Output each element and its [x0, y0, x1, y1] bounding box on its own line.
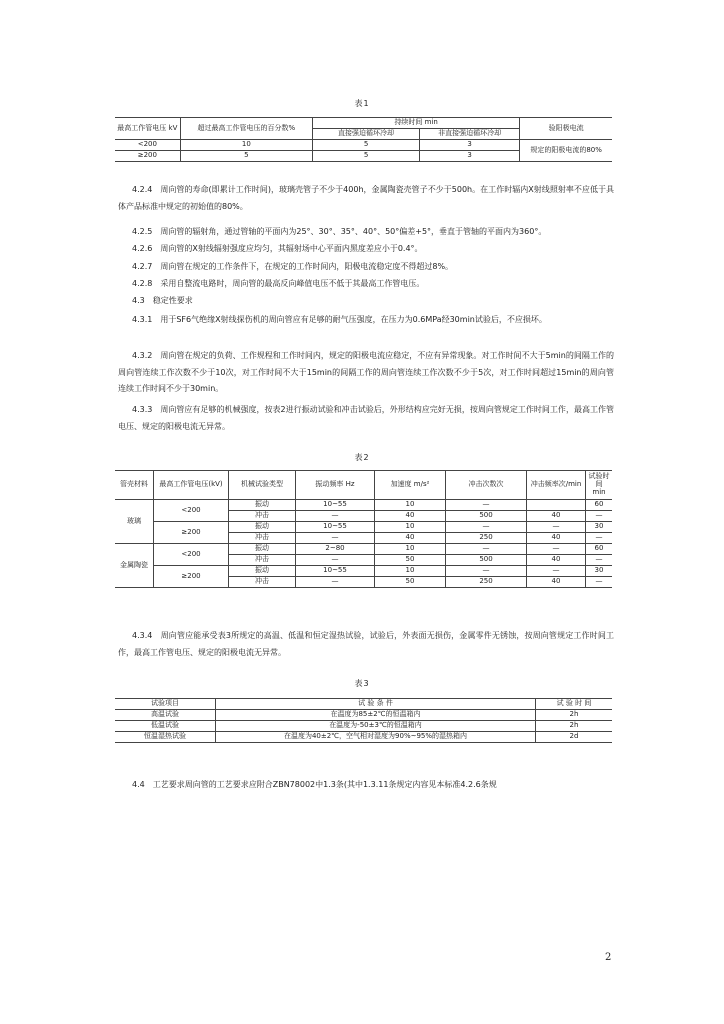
table2-cell: 10~55 [296, 500, 375, 511]
table3-caption: 表3 [354, 679, 370, 688]
table1-header-duration: 持续时间 min [313, 118, 520, 129]
table2-cell: 10~55 [296, 522, 375, 533]
table2-cell: 40 [375, 511, 446, 522]
table3-cell: 在温度为85±2℃的恒温箱内 [216, 710, 536, 721]
table2-header: 冲击频率次/min [527, 471, 586, 500]
table2-header: 最高工作管电压(kV) [154, 471, 229, 500]
table2-header: 加速度 m/s² [375, 471, 446, 500]
table3-cell: 恒温湿热试验 [115, 732, 216, 743]
table1-header-direct: 直接强迫循环冷却 [313, 129, 420, 140]
table2-cell: 振动 [229, 522, 296, 533]
table1-header-anode: 验阳极电流 [520, 118, 612, 140]
table2-cell: 60 [586, 544, 613, 555]
table2-row [115, 544, 612, 555]
table3-cell: 低温试验 [115, 721, 216, 732]
table1-cell: 规定的阳极电流的80% [520, 140, 612, 162]
table2-cell: 250 [446, 577, 527, 588]
table2-cell: — [527, 544, 586, 555]
table2-cell: 40 [527, 533, 586, 544]
table2-cell: 60 [586, 500, 613, 511]
table2-cell: 振动 [229, 544, 296, 555]
table1-cell: 3 [420, 151, 520, 162]
table2-cell: 50 [375, 555, 446, 566]
table2-cell: 冲击 [229, 555, 296, 566]
table2-cell: 振动 [229, 500, 296, 511]
table1-header-voltage: 最高工作管电压 kV [115, 118, 180, 140]
table2-cell: 振动 [229, 566, 296, 577]
table2-caption: 表2 [354, 453, 370, 462]
table3-cell: 高温试验 [115, 710, 216, 721]
paragraph-4-2-6: 4.2.6 周向管的X射线辐射强度应均匀，其辐射场中心平面内黑度差应小于0.4°。 [132, 244, 423, 253]
table2-cell: 500 [446, 511, 527, 522]
table2-cell: 40 [375, 533, 446, 544]
table1-cell: 5 [313, 140, 420, 151]
paragraph-4-4: 4.4 工艺要求周向管的工艺要求应附合ZBN78002中1.3条(其中1.3.11条规定内容见本标准4.2.6条规 [132, 780, 497, 789]
table2-cell: — [446, 566, 527, 577]
paragraph-4-2-7: 4.2.7 周向管在规定的工作条件下，在规定的工作时间内，阳极电流稳定度不得超过8%。 [132, 262, 454, 271]
table2-cell: — [586, 533, 613, 544]
table2-cell: 30 [586, 522, 613, 533]
table2-header: 管壳材料 [115, 471, 154, 500]
paragraph-4-2-5: 4.2.5 周向管的辐射角，通过管轴的平面内为25°、30°、35°、40°、50°偏差+5°，垂直于管轴的平面内为360°。 [132, 227, 547, 236]
table2-cell: 2~80 [296, 544, 375, 555]
table2-voltage-cell: <200 [154, 500, 229, 522]
paragraph-4-3-3: 4.3.3 周向管应有足够的机械强度，按表2进行振动试验和冲击试验后，外形结构应完好无损，按周向管规定工作时间工作，最高工作管电压、规定的阳极电流无异常。 [118, 405, 614, 431]
table2-cell: — [296, 577, 375, 588]
table2-cell: — [586, 577, 613, 588]
table1-caption: 表1 [354, 99, 370, 108]
table2 [115, 470, 612, 588]
table3-cell: 在温度为40±2℃，空气相对湿度为90%~95%的湿热箱内 [216, 732, 536, 743]
paragraph-4-2-8: 4.2.8 采用自整流电路时，周向管的最高反向峰值电压不低于其最高工作管电压。 [132, 279, 425, 288]
table2-material-cell: 金属陶瓷 [115, 544, 154, 588]
table3-header: 试验项目 [115, 699, 216, 710]
table3-cell: 在温度为-50±3℃的恒温箱内 [216, 721, 536, 732]
table3-cell: 2h [536, 721, 613, 732]
table2-row [115, 566, 612, 577]
table2-cell: — [296, 533, 375, 544]
table2-cell: — [586, 555, 613, 566]
table2-cell: — [296, 555, 375, 566]
table2-cell: 50 [375, 577, 446, 588]
table2-cell: 40 [527, 577, 586, 588]
table1-header-indirect: 非直接强迫循环冷却 [420, 129, 520, 140]
table2-material-cell: 玻璃 [115, 500, 154, 544]
table1 [115, 117, 612, 162]
table2-header: 振动频率 Hz [296, 471, 375, 500]
table1-cell: 10 [180, 140, 312, 151]
table2-cell: 10~55 [296, 566, 375, 577]
table3-cell: 2d [536, 732, 613, 743]
table2-cell: 250 [446, 533, 527, 544]
table2-cell: — [446, 522, 527, 533]
table2-row [115, 522, 612, 533]
table3 [115, 698, 612, 743]
table1-cell: 3 [420, 140, 520, 151]
table2-voltage-cell: ≥200 [154, 566, 229, 588]
table2-cell: — [586, 511, 613, 522]
paragraph-4-3-1: 4.3.1 用于SF6气绝缘X射线探伤机的周向管应有足够的耐气压强度，在压力为0.6MPa经30min试验后，不应损坏。 [132, 315, 547, 324]
table2-cell: 10 [375, 500, 446, 511]
table2-cell: — [446, 500, 527, 511]
table1-cell: 5 [313, 151, 420, 162]
table1-header-percent: 超过最高工作管电压的百分数% [180, 118, 312, 140]
table2-cell: 10 [375, 522, 446, 533]
table2-cell: 10 [375, 544, 446, 555]
table2-cell: — [527, 566, 586, 577]
table2-cell: 10 [375, 566, 446, 577]
paragraph-4-3-2: 4.3.2 周向管在规定的负荷、工作规程和工作时间内，规定的阳极电流应稳定，不应有异常现象。对工作时间不大于5min的间隔工作的周向管连续工作次数不少于10次，对工作时间不大于15min的间隔工作的周向管连续工作次数不少于5次，对工作时间超过15min的周向管连续工作时间不少于30min。 [118, 351, 614, 393]
table2-cell: 40 [527, 511, 586, 522]
table2-cell: — [296, 511, 375, 522]
paragraph-4-2-4: 4.2.4 周向管的寿命(即累计工作时间)，玻璃壳管子不少于400h，金属陶瓷壳管子不少于500h。在工作时辐内X射线照射率不应低于具体产品标准中规定的初始值的80%。 [118, 185, 614, 211]
table2-voltage-cell: <200 [154, 544, 229, 566]
table2-cell: 500 [446, 555, 527, 566]
table2-header: 机械试验类型 [229, 471, 296, 500]
table2-cell: — [527, 522, 586, 533]
page-number: 2 [605, 952, 612, 963]
table2-header: 试验时间 min [586, 471, 613, 500]
table2-cell: — [446, 544, 527, 555]
table1-cell: <200 [115, 140, 180, 151]
table1-cell: 5 [180, 151, 312, 162]
table2-row [115, 500, 612, 511]
table1-cell: ≥200 [115, 151, 180, 162]
table3-header: 试 验 时 间 [536, 699, 613, 710]
table3-cell: 2h [536, 710, 613, 721]
table2-cell: 40 [527, 555, 586, 566]
table2-cell: 冲击 [229, 577, 296, 588]
table3-header: 试 验 条 件 [216, 699, 536, 710]
table2-cell: 30 [586, 566, 613, 577]
table2-cell: 冲击 [229, 533, 296, 544]
paragraph-4-3-4: 4.3.4 周向管应能承受表3所规定的高温、低温和恒定湿热试验，试验后，外表面无损伤，金属零件无锈蚀，按周向管规定工作时间工作，最高工作管电压、规定的阳极电流无异常。 [118, 631, 614, 657]
table2-voltage-cell: ≥200 [154, 522, 229, 544]
table2-cell: 冲击 [229, 511, 296, 522]
section-4-3-heading: 4.3 稳定性要求 [132, 296, 193, 305]
table2-header: 冲击次数次 [446, 471, 527, 500]
table2-cell [527, 500, 586, 511]
